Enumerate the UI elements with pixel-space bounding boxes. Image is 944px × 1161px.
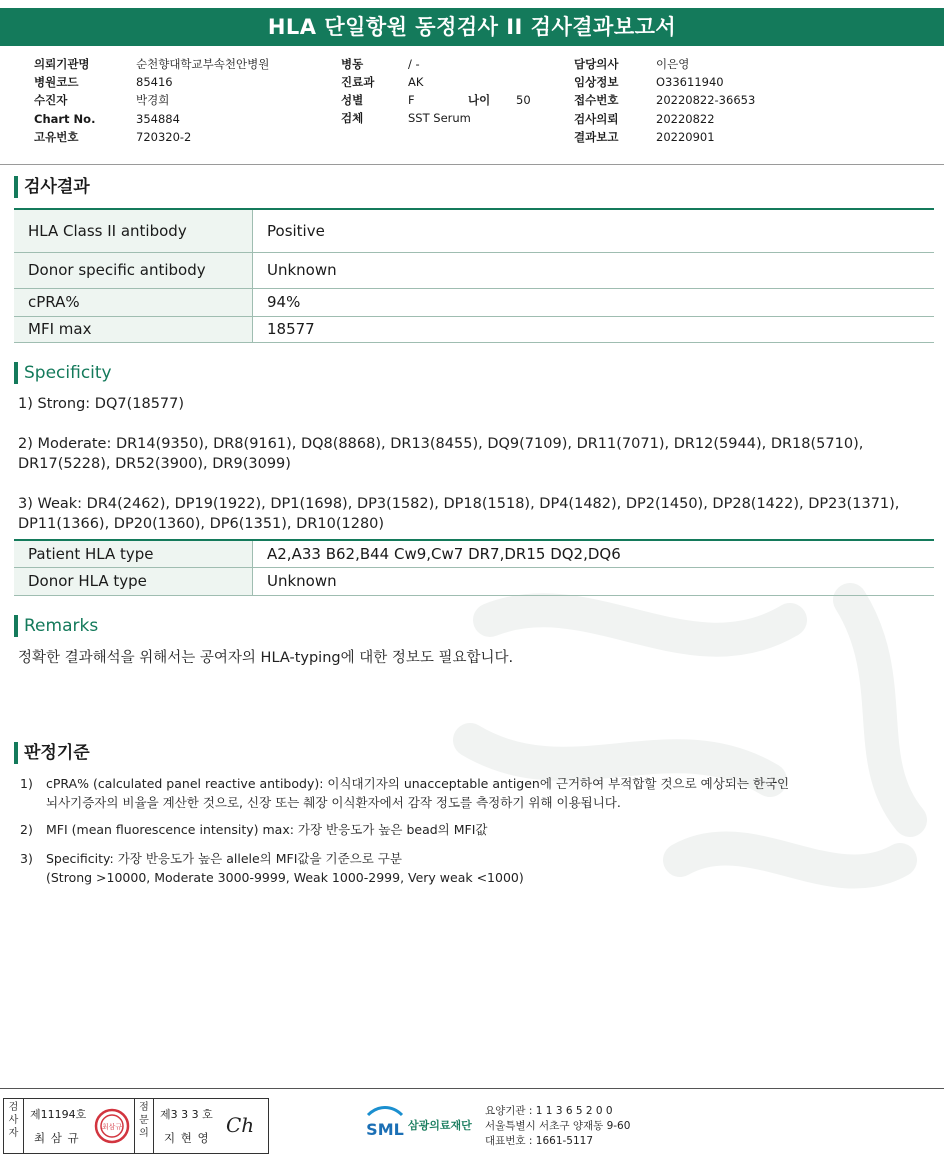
value-hospital-code: 85416 (136, 75, 173, 89)
specificity-weak: 3) Weak: DR4(2462), DP19(1922), DP1(1698), DP3(1582), DP18(1518), DP4(1482), DP2(1450), DP28(1422), DP23(1371), DP11(1366), DP20(1360), DP6(1351), DR10(1280) (18, 496, 900, 532)
value-accession-no: 20220822-36653 (656, 93, 756, 107)
examiner-license-no: 제11194호 (30, 1108, 87, 1121)
info-labels-col1 (34, 55, 134, 146)
table-row (14, 288, 934, 316)
value-sex: F (408, 93, 415, 107)
criteria-line: (Strong >10000, Moderate 3000-9999, Weak 1000-2999, Very weak <1000) (46, 870, 524, 885)
result-key: cPRA% (14, 288, 253, 316)
header-divider (0, 164, 944, 165)
info-labels-col2 (341, 55, 411, 127)
sml-logo-icon (364, 1105, 406, 1139)
reviewer-license-no: 제3 3 3 호 (160, 1108, 213, 1121)
reviewer-name: 지 현 영 (164, 1131, 210, 1145)
label-age: 나이 (468, 93, 491, 107)
value-department: AK (408, 75, 424, 89)
label-requesting-institution: 의뢰기관명 (34, 57, 90, 71)
value-requesting-institution: 순천향대학교부속천안병원 (136, 57, 270, 71)
hla-key: Donor HLA type (14, 567, 253, 595)
specificity-heading: Specificity (14, 362, 112, 384)
remarks-text: 정확한 결과해석을 위해서는 공여자의 HLA-typing에 대한 정보도 필요합니다. (18, 650, 514, 666)
value-physician: 이은영 (656, 57, 690, 71)
label-clinical-info: 임상정보 (574, 75, 619, 89)
label-specimen: 검체 (341, 111, 364, 125)
label-chart-no: Chart No. (34, 112, 96, 126)
result-value: Unknown (253, 252, 935, 288)
value-specimen: SST Serum (408, 111, 471, 125)
value-request-date: 20220822 (656, 112, 715, 126)
signature-box (3, 1098, 269, 1154)
criteria-number: 1) (20, 776, 33, 791)
hla-value: Unknown (253, 567, 935, 595)
label-accession-no: 접수번호 (574, 93, 619, 107)
lab-phone: 대표번호 : 1661-5117 (485, 1135, 594, 1147)
logo-name: 삼광의료재단 (408, 1119, 472, 1132)
label-unique-no: 고유번호 (34, 130, 79, 144)
label-department: 진료과 (341, 75, 375, 89)
result-value: 18577 (253, 316, 935, 342)
reviewer-label: 점문의 (134, 1099, 154, 1153)
examiner-label: 검사자 (4, 1099, 24, 1153)
value-patient-name: 박경희 (136, 93, 170, 107)
value-chart-no: 354884 (136, 112, 180, 126)
value-ward: / - (408, 57, 420, 71)
value-age: 50 (516, 93, 531, 107)
result-key: MFI max (14, 316, 253, 342)
table-row (14, 252, 934, 288)
results-heading: 검사결과 (14, 176, 90, 198)
label-physician: 담당의사 (574, 57, 619, 71)
label-request-date: 검사의뢰 (574, 112, 619, 126)
lab-code: 요양기관 : 1 1 3 6 5 2 0 0 (485, 1105, 613, 1117)
criteria-item-3 (20, 849, 920, 887)
examiner-seal (94, 1108, 130, 1144)
value-report-date: 20220901 (656, 130, 715, 144)
table-row (14, 316, 934, 342)
examiner-name: 최 삼 규 (34, 1131, 80, 1145)
info-labels-col3 (574, 55, 654, 146)
result-value: Positive (253, 210, 935, 252)
hla-key: Patient HLA type (14, 541, 253, 567)
info-values-col3 (656, 55, 856, 146)
footer (0, 1093, 944, 1161)
reviewer-signature: Ch (226, 1113, 255, 1137)
label-hospital-code: 병원코드 (34, 75, 79, 89)
criteria-line: Specificity: 가장 반응도가 높은 allele의 MFI값을 기준으로 구분 (46, 851, 402, 866)
criteria-number: 2) (20, 822, 33, 837)
criteria-number: 3) (20, 851, 33, 866)
label-sex: 성별 (341, 93, 364, 107)
report-title: HLA 단일항원 동정검사 II 검사결과보고서 (0, 8, 944, 46)
result-key: Donor specific antibody (14, 252, 253, 288)
table-row (14, 210, 934, 252)
criteria-line: MFI (mean fluorescence intensity) max: 가장 반응도가 높은 bead의 MFI값 (46, 822, 488, 837)
result-key: HLA Class II antibody (14, 210, 253, 252)
label-ward: 병동 (341, 57, 364, 71)
criteria-line: cPRA% (calculated panel reactive antibody): 이식대기자의 unacceptable antigen에 근거하여 부적합할 것으로 예상되는 한국인 (46, 776, 790, 791)
hla-value: A2,A33 B62,B44 Cw9,Cw7 DR7,DR15 DQ2,DQ6 (253, 541, 935, 567)
table-row (14, 567, 934, 595)
result-value: 94% (253, 288, 935, 316)
logo-mark: SML (366, 1120, 404, 1139)
specificity-moderate: 2) Moderate: DR14(9350), DR8(9161), DQ8(8868), DR13(8455), DQ9(7109), DR11(7071), DR12(5944), DR18(5710), DR17(5228), DR52(3900), DR9(3099) (18, 436, 864, 472)
lab-info (485, 1104, 630, 1149)
results-table (14, 210, 934, 343)
label-patient-name: 수진자 (34, 93, 68, 107)
table-row (14, 541, 934, 567)
remarks-heading: Remarks (14, 615, 98, 637)
footer-divider (0, 1088, 944, 1089)
value-clinical-info: O33611940 (656, 75, 724, 89)
hla-type-table (14, 541, 934, 596)
criteria-line: 뇌사기증자의 비율을 계산한 것으로, 신장 또는 췌장 이식환자에서 감작 정도를 측정하기 위해 이용됩니다. (46, 795, 621, 810)
criteria-heading: 판정기준 (14, 742, 90, 764)
value-unique-no: 720320-2 (136, 130, 192, 144)
label-report-date: 결과보고 (574, 130, 619, 144)
criteria-item-1 (20, 774, 920, 812)
info-values-col1 (136, 55, 336, 146)
specificity-strong: 1) Strong: DQ7(18577) (18, 396, 185, 412)
lab-address: 서울특별시 서초구 양재동 9-60 (485, 1120, 631, 1132)
criteria-item-2 (20, 820, 920, 839)
seal-text: 최삼규 (101, 1123, 123, 1131)
